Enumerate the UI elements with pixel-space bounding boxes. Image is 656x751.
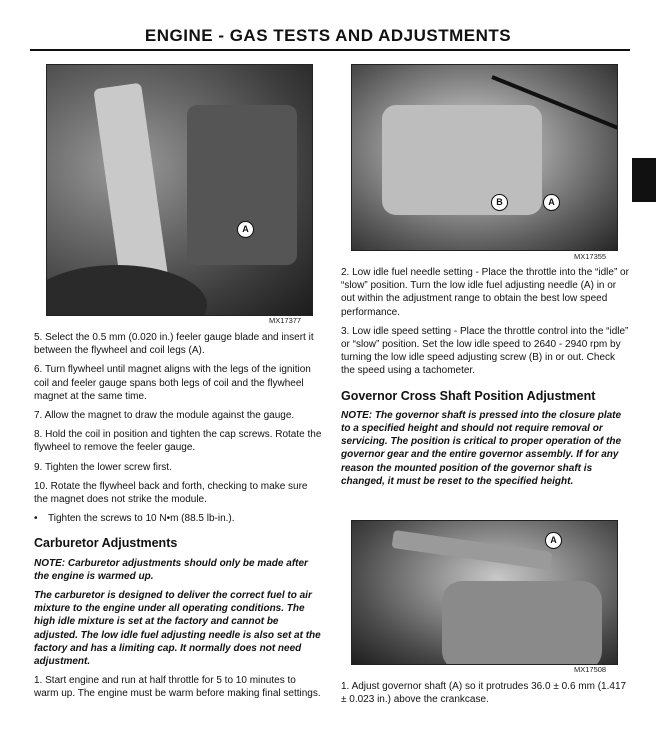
torque-bullet: • Tighten the screws to 10 N•m (88.5 lb-in.). [34,512,322,525]
step-3: 3. Low idle speed setting - Place the throttle control into the “idle” or “slow” position. Set the low idle speed to 2640 - 2940 rpm by turning the low idle speed adjusting screw (B) in or out. Check the speed using a tachometer. [341,325,629,377]
figure3-code: MX17508 [574,665,607,674]
step-6: 6. Turn flywheel until magnet aligns with the legs of the ignition coil and feeler gauge spans both legs of coil and the flywheel magnet at the same time. [34,364,311,402]
right-column-top [341,266,629,494]
step-5: 5. Select the 0.5 mm (0.020 in.) feeler gauge blade and insert it between the flywheel and coil legs (A). [34,332,314,357]
page-title: ENGINE - GAS TESTS AND ADJUSTMENTS [144,26,512,45]
governor-shaft-photo [351,520,618,665]
crankcase [442,581,602,665]
step-9: 9. Tighten the lower screw first. [34,461,172,473]
step-2: 2. Low idle fuel needle setting - Place the throttle into the “idle” or “slow” position. Turn the low idle fuel adjusting needle (A) in or out within the adjustment range to obtain the best low speed performance. [341,267,629,318]
figure2-callout-b: B [491,194,508,211]
carb-note-2: The carburetor is designed to deliver the correct fuel to air mixture to the engine under all operating conditions. The high idle mixture is set at the factory and cannot be adjusted. The low idle fuel adjusting needle is also set at the factory and has a limiting cap. It normally does not need adjustment. [34,590,321,668]
figure1-callout-a: A [237,221,254,238]
left-column [34,331,322,707]
section-tab [632,158,656,202]
carb-note-1: NOTE: Carburetor adjustments should only be made after the engine is warmed up. [34,557,308,582]
title-rule [30,49,630,51]
figure2-code: MX17355 [574,252,607,261]
governor-arm [392,530,553,570]
carburetor-photo [351,64,618,251]
step-7: 7. Allow the magnet to draw the module against the gauge. [34,410,295,422]
carb-heading: Carburetor Adjustments [34,536,178,551]
governor-step-1: 1. Adjust governor shaft (A) so it protrudes 36.0 ± 0.6 mm (1.417 ± 0.023 in.) above the crankcase. [341,681,627,706]
carb-step-1: 1. Start engine and run at half throttle for 5 to 10 minutes to warm up. The engine must be warm before making final settings. [34,675,321,700]
step-8: 8. Hold the coil in position and tighten the cap screws. Rotate the flywheel to remove the feeler gauge. [34,429,322,454]
ignition-coil-photo [46,64,313,316]
carburetor-body [382,105,542,215]
governor-note: NOTE: The governor shaft is pressed into the closure plate to a specified height and should not require removal or servicing. The position is critical to proper operation of the governor gear and the entire governor assembly. If for any reason the mounted position of the governor shaft is changed, it must be reset to the specified height. [341,409,622,487]
right-column-bottom [341,680,629,712]
figure1-code: MX17377 [269,316,302,325]
coil-bracket [187,105,297,265]
figure3-callout-a: A [545,532,562,549]
figure2-callout-a: A [543,194,560,211]
flywheel-edge [46,265,207,316]
feeler-gauge-handle [93,83,168,288]
step-10: 10. Rotate the flywheel back and forth, checking to make sure the magnet does not strike the module. [34,480,308,506]
governor-heading: Governor Cross Shaft Position Adjustment [341,388,596,403]
